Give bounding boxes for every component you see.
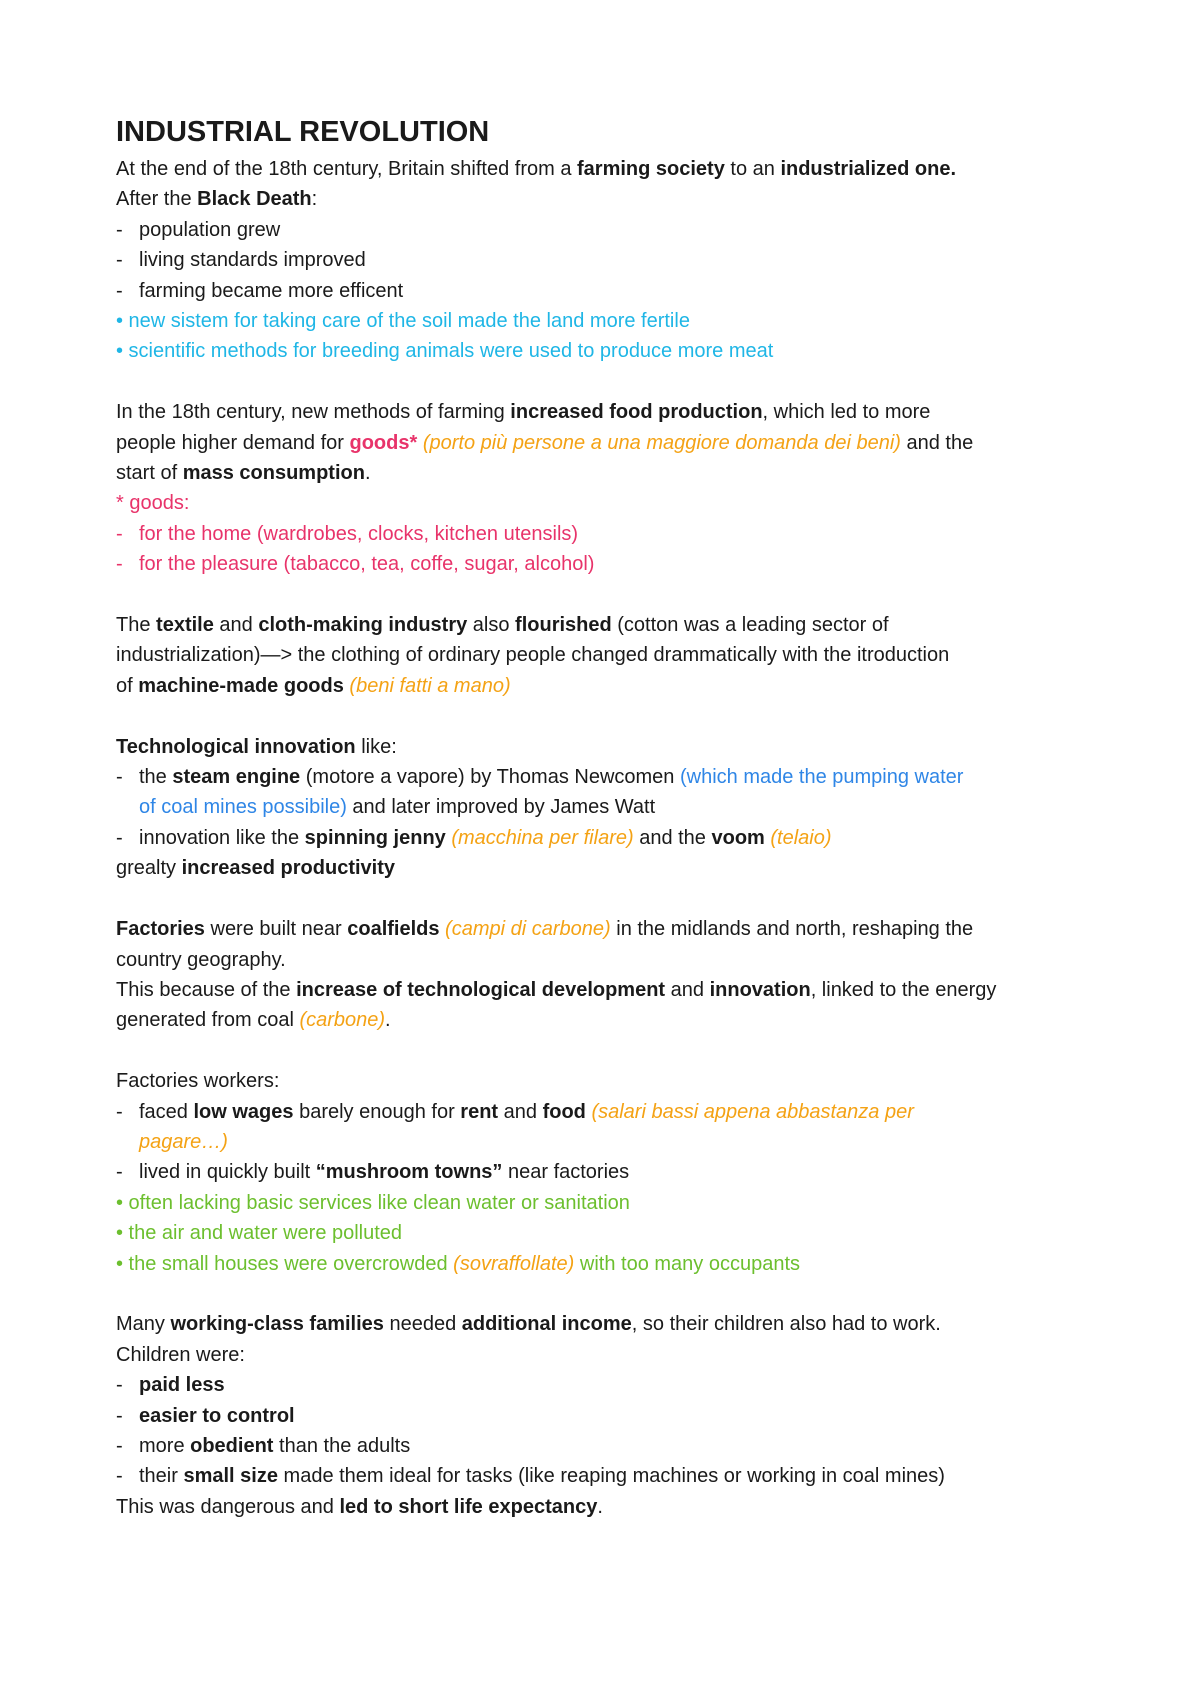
bold-text: additional income (461, 1313, 632, 1336)
dash-marker: - (116, 1100, 123, 1123)
spacer (116, 1036, 1116, 1066)
text: (motore a vapore) by Thomas Newcomen (300, 766, 680, 789)
dash-marker: - (116, 553, 123, 576)
bold-text: led to short life expectancy (339, 1495, 598, 1518)
text: of (116, 674, 139, 697)
translation-note: (telaio) (764, 826, 832, 849)
paragraph-line (116, 732, 1116, 762)
paragraph-line (116, 397, 1116, 427)
bold-text: farming society (577, 158, 725, 180)
paragraph-line: country geography. (116, 948, 286, 971)
paragraph-line (116, 1309, 1116, 1339)
bullet-item (116, 1249, 1116, 1279)
list-item (116, 1461, 1116, 1491)
paragraph-line (116, 853, 1116, 883)
bold-text: flourished (515, 614, 612, 637)
translation-note: (sovraffollate) (453, 1252, 575, 1275)
bold-text: mass consumption (182, 462, 365, 485)
spacer (116, 367, 1116, 397)
text: people higher demand for (116, 431, 350, 454)
text: start of (116, 462, 183, 485)
list-item-text: farming became more efficent (139, 279, 404, 302)
bold-text: Black Death (197, 188, 312, 211)
bold-text: cloth-making industry (258, 614, 468, 637)
text: Many (116, 1313, 171, 1336)
paragraph-line (116, 975, 1116, 1005)
text: to an (724, 158, 781, 180)
list-item (116, 1157, 1116, 1187)
text: . (364, 462, 371, 485)
paragraph-line (116, 914, 1116, 944)
text: generated from coal (116, 1009, 300, 1032)
text: and (498, 1100, 543, 1123)
translation-note: (carbone) (299, 1009, 386, 1032)
list-item-text: for the home (wardrobes, clocks, kitchen utensils) (139, 522, 579, 545)
text: , which led to more (762, 401, 931, 424)
text: (cotton was a leading sector of (611, 614, 889, 637)
bold-text: obedient (190, 1434, 274, 1457)
text: grealty (116, 857, 182, 880)
dash-marker: - (116, 218, 123, 241)
bullet-item: • new sistem for taking care of the soil made the land more fertile (116, 310, 690, 333)
spacer (116, 701, 1116, 731)
text: their (139, 1465, 184, 1488)
bold-text: small size (183, 1465, 278, 1488)
translation-note: pagare…) (139, 1130, 228, 1153)
text: At the end of the 18th century, Britain shifted from a (116, 158, 577, 180)
dash-marker: - (116, 522, 123, 545)
text: with too many occupants (574, 1252, 801, 1275)
bold-text: textile (156, 614, 214, 637)
text: and later improved by James Watt (346, 796, 656, 819)
bold-text: voom (711, 826, 765, 849)
list-item (116, 1097, 1116, 1127)
bold-text: increase of technological development (296, 978, 666, 1001)
text: , so their children also had to work. (631, 1313, 941, 1336)
bold-text: easier to control (139, 1404, 295, 1427)
text: . (385, 1009, 391, 1032)
list-item-continuation (116, 792, 1116, 822)
list-item (116, 1431, 1116, 1461)
bold-text: increased food production (510, 401, 763, 424)
list-item-text: living standards improved (139, 249, 366, 272)
text: After the (116, 188, 198, 211)
bold-text: spinning jenny (304, 826, 446, 849)
bold-text: steam engine (172, 766, 301, 789)
text: faced (139, 1100, 194, 1123)
paragraph-line (116, 1492, 1116, 1522)
bold-text: increased productivity (181, 857, 395, 880)
paragraph-line: Children were: (116, 1343, 245, 1366)
text: This because of the (116, 978, 297, 1001)
dash-marker: - (116, 766, 123, 789)
list-item (116, 823, 1116, 853)
bold-text: industrialized one. (780, 158, 957, 180)
bold-text: machine-made goods (138, 674, 344, 697)
text: The (116, 614, 157, 637)
dash-marker: - (116, 1404, 123, 1427)
spacer (116, 1279, 1116, 1309)
intro-line-2 (116, 184, 1116, 214)
text: and (665, 978, 710, 1001)
bold-text: Factories (116, 918, 205, 941)
text: , linked to the energy (810, 978, 997, 1001)
spacer (116, 884, 1116, 914)
list-item-text: population grew (139, 218, 281, 241)
translation-note: (beni fatti a mano) (343, 674, 511, 697)
note-text: of coal mines possibile) (139, 796, 347, 819)
paragraph-line: Factories workers: (116, 1070, 280, 1093)
list-item (116, 276, 1116, 306)
list-item-continuation (116, 1127, 1116, 1157)
paragraph-line: industrialization)—> the clothing of ordinary people changed drammatically with the itroduction (116, 644, 950, 667)
text: needed (383, 1313, 462, 1336)
bold-text: goods* (349, 431, 418, 454)
bold-text: innovation (709, 978, 811, 1001)
list-item (116, 1401, 1116, 1431)
dash-marker: - (116, 1465, 123, 1488)
text: the (139, 766, 173, 789)
text: innovation like the (139, 826, 305, 849)
bold-text: Technological innovation (116, 735, 356, 758)
text: lived in quickly built (139, 1161, 316, 1184)
list-item-text: for the pleasure (tabacco, tea, coffe, sugar, alcohol) (139, 553, 595, 576)
intro-line-1 (116, 154, 1116, 184)
text: like: (355, 735, 397, 758)
bullet-item: • often lacking basic services like clean water or sanitation (116, 1191, 630, 1214)
bold-text: “mushroom towns” (315, 1161, 503, 1184)
bullet-item: • scientific methods for breeding animals were used to produce more meat (116, 340, 774, 363)
text: This was dangerous and (116, 1495, 340, 1518)
list-item (116, 245, 1116, 275)
dash-marker: - (116, 249, 123, 272)
dash-marker: - (116, 826, 123, 849)
spacer (116, 580, 1116, 610)
list-item (116, 549, 1116, 579)
text: and the (900, 431, 974, 454)
bold-text: rent (460, 1100, 499, 1123)
list-item (116, 762, 1116, 792)
text: were built near (204, 918, 348, 941)
bold-text: paid less (139, 1374, 225, 1397)
bullet-item: • the air and water were polluted (116, 1222, 403, 1245)
paragraph-line (116, 428, 1116, 458)
document-body (116, 112, 1116, 1522)
list-item (116, 1370, 1116, 1400)
translation-note: (porto più persone a una maggiore domanda dei beni) (417, 431, 901, 454)
text: and (213, 614, 259, 637)
dash-marker: - (116, 279, 123, 302)
translation-note: (macchina per filare) (445, 826, 634, 849)
text: and the (633, 826, 712, 849)
bold-text: food (542, 1100, 586, 1123)
paragraph-line (116, 671, 1116, 701)
text: . (597, 1495, 603, 1518)
bold-text: low wages (193, 1100, 294, 1123)
note-text: (which made the pumping water (679, 766, 964, 789)
translation-note: (campi di carbone) (439, 918, 611, 941)
text: made them ideal for tasks (like reaping machines or working in coal mines) (277, 1465, 945, 1488)
paragraph-line (116, 458, 1116, 488)
text: near factories (502, 1161, 630, 1184)
text: barely enough for (293, 1100, 461, 1123)
text: than the adults (273, 1434, 411, 1457)
bold-text: working-class families (170, 1313, 384, 1336)
text: In the 18th century, new methods of farming (116, 401, 511, 424)
text: • the small houses were overcrowded (116, 1252, 454, 1275)
text: : (311, 188, 318, 211)
list-item (116, 519, 1116, 549)
text: in the midlands and north, reshaping the (610, 918, 974, 941)
dash-marker: - (116, 1374, 123, 1397)
text: also (467, 614, 516, 637)
dash-marker: - (116, 1161, 123, 1184)
dash-marker: - (116, 1434, 123, 1457)
page-title: INDUSTRIAL REVOLUTION (116, 116, 490, 148)
bold-text: coalfields (347, 918, 440, 941)
translation-note: (salari bassi appena abbastanza per (585, 1100, 914, 1123)
paragraph-line (116, 1005, 1116, 1035)
list-item (116, 215, 1116, 245)
goods-heading: * goods: (116, 492, 190, 515)
paragraph-line (116, 610, 1116, 640)
text: more (139, 1434, 191, 1457)
